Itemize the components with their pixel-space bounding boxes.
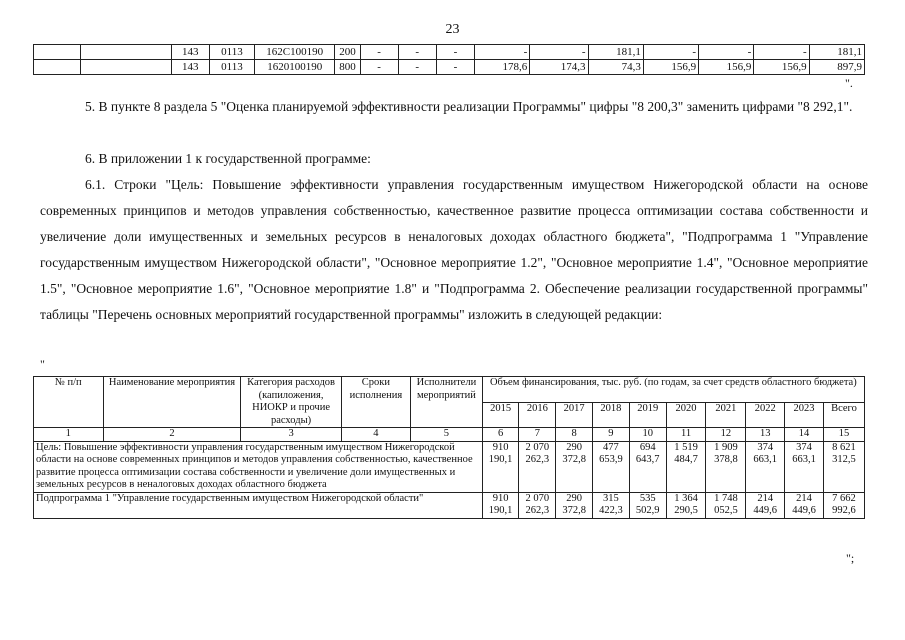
header-year: 2022 <box>746 402 785 428</box>
top-table-cell <box>34 60 81 75</box>
top-table-cell: 143 <box>171 45 209 60</box>
column-number: 2 <box>103 428 241 442</box>
financing-value: 1 748 052,5 <box>706 492 746 518</box>
column-number: 6 <box>482 428 519 442</box>
top-table-cell: 174,3 <box>530 60 588 75</box>
financing-value: 535 502,9 <box>629 492 666 518</box>
financing-value: 1 519 484,7 <box>666 441 706 492</box>
top-table-cell: 181,1 <box>588 45 643 60</box>
top-table-cell: 0113 <box>209 45 254 60</box>
financing-value: 1 364 290,5 <box>666 492 706 518</box>
financing-value: 910 190,1 <box>482 492 519 518</box>
table-row <box>34 441 865 492</box>
column-number: 15 <box>823 428 864 442</box>
opening-quote: " <box>40 357 45 371</box>
column-number: 4 <box>341 428 411 442</box>
header-name: Наименование мероприятия <box>103 377 241 428</box>
header-year: 2015 <box>482 402 519 428</box>
financing-value: 315 422,3 <box>593 492 630 518</box>
top-table-cell: 178,6 <box>475 60 530 75</box>
top-table-cell: - <box>398 60 436 75</box>
header-year: Всего <box>823 402 864 428</box>
top-table-cell: 200 <box>335 45 360 60</box>
column-number: 8 <box>556 428 593 442</box>
top-table-cell: - <box>699 45 754 60</box>
header-year: 2018 <box>593 402 630 428</box>
header-year: 2019 <box>629 402 666 428</box>
top-table-cell: - <box>754 45 809 60</box>
header-year: 2017 <box>556 402 593 428</box>
top-table-cell: - <box>436 60 474 75</box>
paragraph-6-1: 6.1. Строки "Цель: Повышение эффективности управления государственным имуществом Нижегородской области на основе современных принципов и методов управления собственностью, качественное развитие процесса оптимизации состава собственности и увеличение доли имущественных и земельных ресурсов в неналоговых доходах областного бюджета", "Подпрограмма 1 "Управление государственным имуществом Нижегородской области", "Основное мероприятие 1.2", "Основное мероприятие 1.4", "Основное мероприятие 1.5", "Основное мероприятие 1.6", "Основное мероприятие 1.8" и "Подпрограмма 2. Обеспечение реализации государственной программы" таблицы "Перечень основных мероприятий государственной программы" изложить в следующей редакции: <box>40 177 868 322</box>
header-year: 2021 <box>706 402 746 428</box>
top-table-cell: 1620100190 <box>255 60 335 75</box>
top-table-cell <box>34 45 81 60</box>
top-table <box>33 44 865 75</box>
top-table-cell: - <box>436 45 474 60</box>
financing-value: 214 449,6 <box>746 492 785 518</box>
top-table-cell: 181,1 <box>809 45 864 60</box>
financing-value: 910 190,1 <box>482 441 519 492</box>
row-label: Подпрограмма 1 "Управление государственным имуществом Нижегородской области" <box>34 492 483 518</box>
top-table-row <box>34 45 865 60</box>
top-table-cell: 800 <box>335 60 360 75</box>
column-number: 9 <box>593 428 630 442</box>
financing-value: 7 662 992,6 <box>823 492 864 518</box>
header-category: Категория расходов (капиложения, НИОКР и прочие расходы) <box>241 377 341 428</box>
top-table-cell: 162С100190 <box>255 45 335 60</box>
column-number: 13 <box>746 428 785 442</box>
top-table-row <box>34 60 865 75</box>
column-number: 10 <box>629 428 666 442</box>
paragraph-6: 6. В приложении 1 к государственной программе: <box>85 151 371 166</box>
top-table-cell: 74,3 <box>588 60 643 75</box>
header-year: 2016 <box>519 402 556 428</box>
financing-value: 2 070 262,3 <box>519 492 556 518</box>
top-table-cell: 143 <box>171 60 209 75</box>
top-table-cell: 156,9 <box>643 60 698 75</box>
table-row <box>34 492 865 518</box>
row-label: Цель: Повышение эффективности управления государственным имуществом Нижегородской области на основе современных принципов и методов управления собственностью, качественное развитие процесса оптимизации состава собственности и увеличение доли имущественных и земельных ресурсов в неналоговых доходах областного бюджета <box>34 441 483 492</box>
top-table-cell: - <box>530 45 588 60</box>
top-table-cell <box>81 45 171 60</box>
financing-value: 214 449,6 <box>785 492 824 518</box>
financing-value: 477 653,9 <box>593 441 630 492</box>
column-number: 12 <box>706 428 746 442</box>
top-table-cell: 897,9 <box>809 60 864 75</box>
top-table-cell: - <box>398 45 436 60</box>
top-table-cell: 156,9 <box>699 60 754 75</box>
column-number: 5 <box>411 428 483 442</box>
column-number: 1 <box>34 428 104 442</box>
financing-value: 290 372,8 <box>556 441 593 492</box>
top-table-cell: - <box>360 45 398 60</box>
top-table-cell: - <box>643 45 698 60</box>
page-number: 23 <box>445 22 460 37</box>
financing-value: 290 372,8 <box>556 492 593 518</box>
header-terms: Сроки исполнения <box>341 377 411 428</box>
header-year: 2020 <box>666 402 706 428</box>
header-executors: Исполнители мероприятий <box>411 377 483 428</box>
financing-value: 1 909 378,8 <box>706 441 746 492</box>
header-year: 2023 <box>785 402 824 428</box>
header-num: № п/п <box>34 377 104 428</box>
top-table-cell: - <box>475 45 530 60</box>
column-number: 14 <box>785 428 824 442</box>
financing-value: 374 663,1 <box>746 441 785 492</box>
financing-value: 694 643,7 <box>629 441 666 492</box>
top-table-cell <box>81 60 171 75</box>
closing-quote-semicolon: "; <box>846 551 855 565</box>
column-number: 11 <box>666 428 706 442</box>
header-financing: Объем финансирования, тыс. руб. (по годам, за счет средств областного бюджета) <box>482 377 864 403</box>
financing-value: 8 621 312,5 <box>823 441 864 492</box>
financing-value: 374 663,1 <box>785 441 824 492</box>
paragraph-5: 5. В пункте 8 раздела 5 "Оценка планируемой эффективности реализации Программы" цифры "8 200,3" заменить цифрами "8 292,1". <box>85 99 853 114</box>
activities-table <box>33 376 865 519</box>
top-table-cell: 156,9 <box>754 60 809 75</box>
financing-value: 2 070 262,3 <box>519 441 556 492</box>
top-table-cell: - <box>360 60 398 75</box>
top-table-cell: 0113 <box>209 60 254 75</box>
column-number: 7 <box>519 428 556 442</box>
column-number: 3 <box>241 428 341 442</box>
closing-quote: ". <box>845 76 853 90</box>
